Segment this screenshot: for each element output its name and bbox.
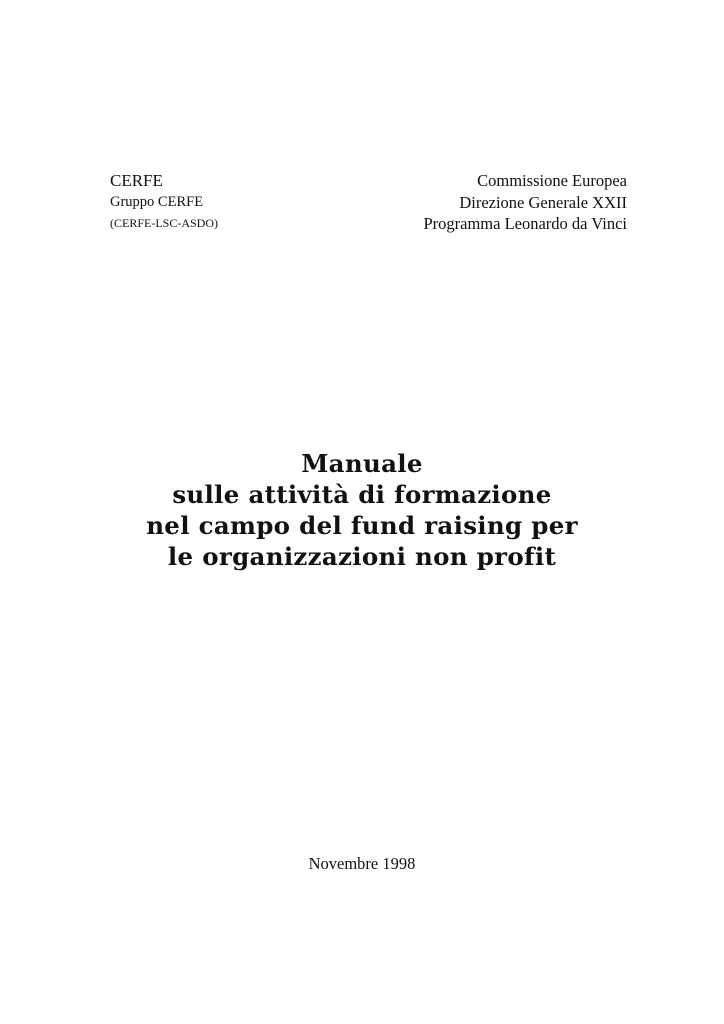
publisher-units: (CERFE-LSC-ASDO) xyxy=(110,216,219,230)
publisher-group: Gruppo CERFE xyxy=(110,194,204,210)
publisher-block xyxy=(110,170,218,233)
document-title xyxy=(0,448,724,572)
institution-block xyxy=(423,170,627,235)
publisher-name: CERFE xyxy=(110,171,163,190)
title-line-4: le organizzazioni non profit xyxy=(167,542,557,571)
institution-name: Commissione Europea xyxy=(477,171,627,190)
institution-programme: Programma Leonardo da Vinci xyxy=(423,214,627,233)
title-line-3: nel campo del fund raising per xyxy=(146,511,578,540)
title-line-1: Manuale xyxy=(301,449,423,478)
publication-date: Novembre 1998 xyxy=(308,854,416,873)
institution-directorate: Direzione Generale XXII xyxy=(459,192,627,212)
title-line-2: sulle attività di formazione xyxy=(172,480,552,509)
